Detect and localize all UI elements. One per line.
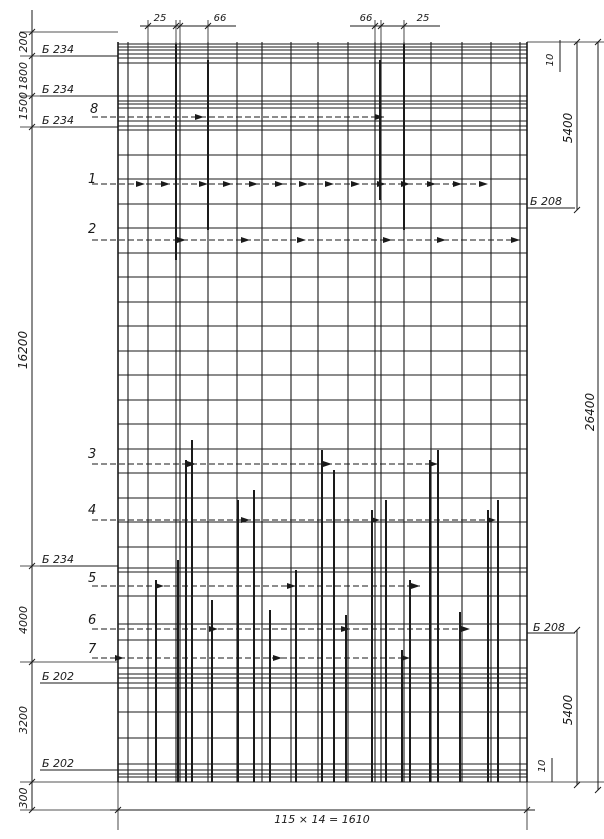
dim-top-25-left: 25 xyxy=(153,13,167,24)
position-6-leader-arrowhead xyxy=(461,626,470,632)
position-5-leader-arrowhead xyxy=(411,583,420,589)
mark-b202-lower: Б 202 xyxy=(42,757,75,770)
dim-top-66-right: 66 xyxy=(359,13,373,24)
dim-right-10-bottom: 10 xyxy=(537,759,548,773)
position-1-leader-arrowhead xyxy=(161,181,170,187)
position-7-leader-arrowhead xyxy=(115,655,124,661)
position-2-leader-arrowhead xyxy=(383,237,392,243)
mark-b234-2: Б 234 xyxy=(42,83,75,96)
mark-b234-3: Б 234 xyxy=(42,114,75,127)
position-1-leader-arrowhead xyxy=(351,181,360,187)
dim-left-3200: 3200 xyxy=(17,706,30,734)
position-1-leader-arrowhead xyxy=(249,181,258,187)
mark-b208-lower: Б 208 xyxy=(533,621,566,634)
position-1-leader-arrowhead xyxy=(275,181,284,187)
position-2-leader-arrowhead xyxy=(297,237,306,243)
mark-b202-upper: Б 202 xyxy=(42,670,75,683)
dim-right-5400-lower: 5400 xyxy=(561,694,575,726)
position-6: 6 xyxy=(88,613,97,628)
dim-left-1500: 1500 xyxy=(17,92,30,120)
position-5-leader-arrowhead xyxy=(155,583,164,589)
dim-right-5400-upper: 5400 xyxy=(561,112,575,144)
position-6-leader-arrowhead xyxy=(209,626,218,632)
position-2-leader-arrowhead xyxy=(177,237,186,243)
dim-left-200: 200 xyxy=(17,31,30,53)
position-7: 7 xyxy=(88,642,97,657)
mark-b234-top: Б 234 xyxy=(42,43,75,56)
position-5: 5 xyxy=(88,571,97,586)
position-3: 3 xyxy=(88,447,97,462)
position-2-leader-arrowhead xyxy=(511,237,520,243)
dimension-lines xyxy=(20,10,604,830)
position-1-leader-arrowhead xyxy=(453,181,462,187)
position-8: 8 xyxy=(90,102,99,117)
position-3-leader-arrowhead xyxy=(429,461,438,467)
position-7-leader-arrowhead xyxy=(273,655,282,661)
position-1-leader-arrowhead xyxy=(401,181,410,187)
dim-top-66-left: 66 xyxy=(213,13,227,24)
mark-b234-4: Б 234 xyxy=(42,553,75,566)
position-1-leader-arrowhead xyxy=(325,181,334,187)
dim-left-1800: 1800 xyxy=(17,62,30,90)
position-4: 4 xyxy=(88,503,97,518)
position-1-leader-arrowhead xyxy=(136,181,145,187)
position-7-leader-arrowhead xyxy=(401,655,410,661)
dim-right-10-top: 10 xyxy=(545,53,556,67)
mark-b208-upper: Б 208 xyxy=(530,195,563,208)
position-8-leader-arrowhead xyxy=(195,114,204,120)
dim-right-26400: 26400 xyxy=(583,392,597,432)
dim-bottom-total: 115 × 14 = 1610 xyxy=(274,813,370,826)
dim-left-4000: 4000 xyxy=(17,606,30,634)
dim-top-25-right: 25 xyxy=(416,13,430,24)
position-1-leader-arrowhead xyxy=(223,181,232,187)
position-1-leader-arrowhead xyxy=(479,181,488,187)
dim-left-300: 300 xyxy=(17,787,30,809)
position-2-leader-arrowhead xyxy=(241,237,250,243)
position-1: 1 xyxy=(88,172,97,187)
position-1-leader-arrowhead xyxy=(199,181,208,187)
position-2: 2 xyxy=(88,222,97,237)
dim-left-16200: 16200 xyxy=(16,330,30,370)
position-3-leader-arrowhead xyxy=(323,461,332,467)
position-1-leader-arrowhead xyxy=(299,181,308,187)
position-2-leader-arrowhead xyxy=(437,237,446,243)
